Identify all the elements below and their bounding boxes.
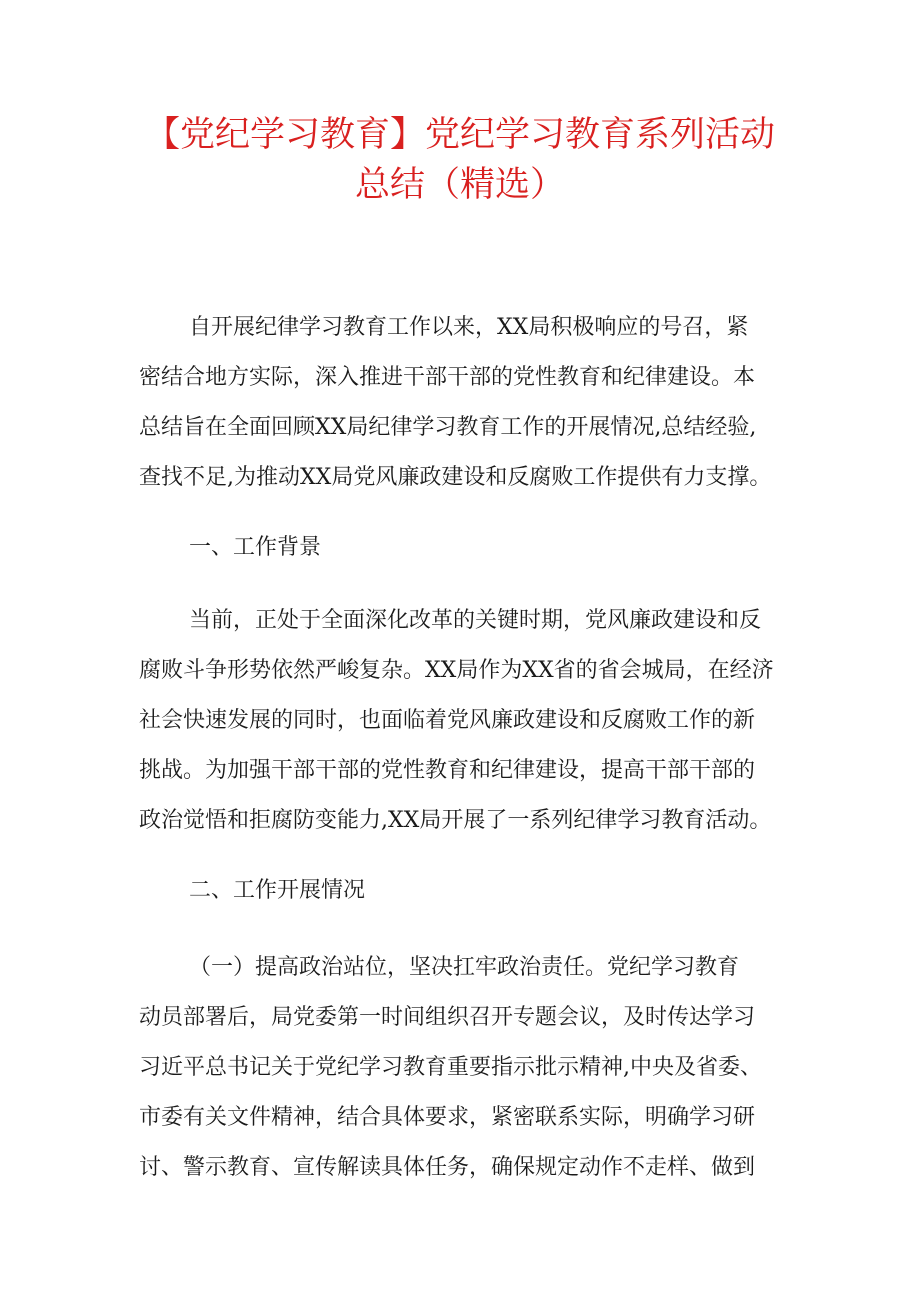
text-line: 自开展纪律学习教育工作以来，XX局积极响应的号召，紧	[189, 315, 749, 340]
text-line: 挑战。为加强干部干部的党性教育和纪律建设，提高干部干部的	[139, 758, 756, 783]
title-line-2: 总结（精选）	[354, 165, 565, 205]
text-line: 总结旨在全面回顾XX局纪律学习教育工作的开展情况,总结经验,	[139, 415, 757, 440]
text-line: 习近平总书记关于党纪学习教育重要指示批示精神,中央及省委、	[139, 1055, 762, 1080]
text-line: 市委有关文件精神，结合具体要求，紧密联系实际，明确学习研	[139, 1105, 756, 1130]
section-heading-background: 一、工作背景	[189, 535, 322, 560]
section1-paragraph	[139, 943, 799, 1193]
text-line: 密结合地方实际，深入推进干部干部的党性教育和纪律建设。本	[139, 365, 756, 390]
background-paragraph	[139, 596, 799, 846]
section-heading-progress: 二、工作开展情况	[189, 878, 366, 903]
text-line: 查找不足,为推动XX局党风廉政建设和反腐败工作提供有力支撑。	[139, 465, 772, 490]
document-title	[130, 110, 790, 210]
text-line: （一）提高政治站位，坚决扛牢政治责任。党纪学习教育	[189, 955, 740, 980]
text-line: 社会快速发展的同时，也面临着党风廉政建设和反腐败工作的新	[139, 708, 756, 733]
text-line: 政治觉悟和拒腐防变能力,XX局开展了一系列纪律学习教育活动。	[139, 808, 772, 833]
text-line: 动员部署后，局党委第一时间组织召开专题会议，及时传达学习	[139, 1005, 756, 1030]
title-line-1: 【党纪学习教育】党纪学习教育系列活动	[144, 115, 775, 155]
text-line: 讨、警示教育、宣传解读具体任务，确保规定动作不走样、做到	[139, 1155, 756, 1180]
text-line: 当前，正处于全面深化改革的关键时期，党风廉政建设和反	[189, 608, 762, 633]
text-line: 腐败斗争形势依然严峻复杂。XX局作为XX省的省会城局，在经济	[139, 658, 774, 683]
intro-paragraph	[139, 303, 799, 503]
